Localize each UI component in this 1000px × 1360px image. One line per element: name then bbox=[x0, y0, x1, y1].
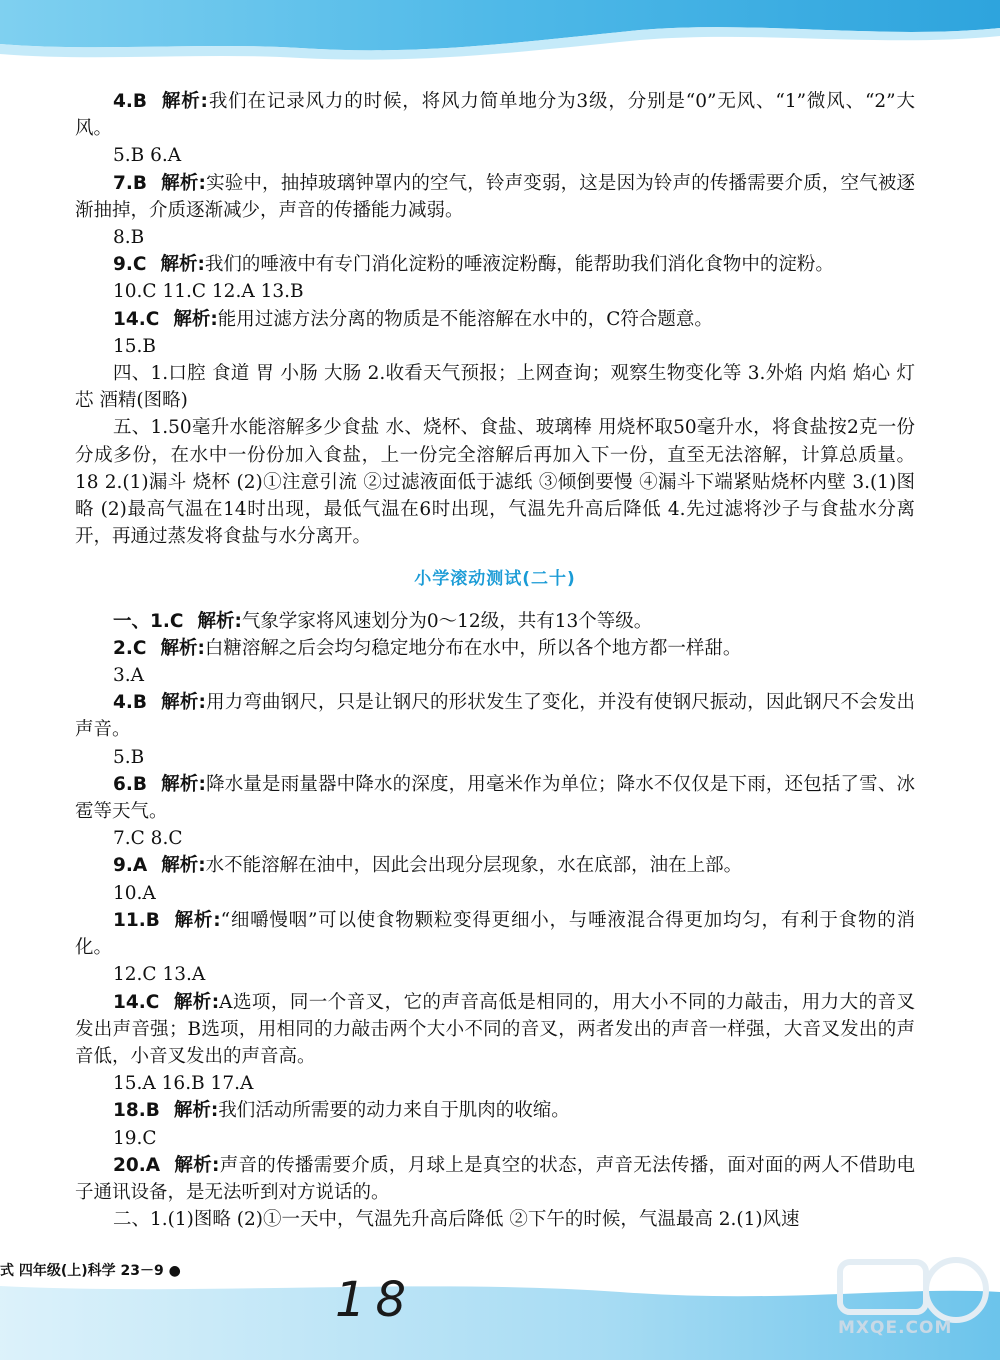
handwritten-page-number: 18 bbox=[335, 1272, 417, 1328]
answer-text: 声音的传播需要介质，月球上是真空的状态，声音无法传播，面对面的两人不借助电子通讯设备，是无法听到对方说话的。 bbox=[75, 1154, 915, 1203]
answer-line bbox=[75, 224, 915, 251]
question-number: 2.C bbox=[113, 637, 147, 659]
analysis-label: 解析: bbox=[173, 1100, 219, 1122]
answer-line bbox=[75, 744, 915, 771]
analysis-label: 解析: bbox=[173, 991, 220, 1013]
question-number: 11.B bbox=[113, 909, 160, 931]
question-number: 14.C bbox=[113, 308, 160, 330]
analysis-label: 解析: bbox=[160, 254, 205, 276]
answer-line bbox=[75, 1125, 915, 1152]
answer-line bbox=[75, 306, 915, 333]
question-number: 4.B bbox=[113, 91, 148, 112]
answer-line bbox=[75, 852, 915, 879]
answer-line bbox=[75, 333, 915, 360]
answer-text: 我们的唾液中有专门消化淀粉的唾液淀粉酶，能帮助我们消化食物中的淀粉。 bbox=[204, 254, 834, 276]
answer-line bbox=[75, 989, 915, 1071]
answer-line bbox=[75, 635, 915, 662]
answer-line bbox=[75, 251, 915, 278]
footer-label: 式 四年级(上)科学 23－9 ● bbox=[0, 1263, 181, 1279]
answer-text: 实验中，抽掉玻璃钟罩内的空气，铃声变弱，这是因为铃声的传播需要介质，空气被逐渐抽掉，介质逐渐减少，声音的传播能力减弱。 bbox=[75, 172, 915, 221]
question-number: 6.B bbox=[113, 773, 148, 795]
answer-text: 10.C 11.C 12.A 13.B bbox=[113, 281, 304, 303]
question-number: 14.C bbox=[113, 991, 160, 1013]
answer-line bbox=[75, 360, 915, 414]
answer-text: 19.C bbox=[113, 1127, 157, 1149]
answer-line bbox=[75, 278, 915, 305]
answer-line bbox=[75, 689, 915, 743]
analysis-label: 解析: bbox=[161, 172, 206, 194]
analysis-label: 解析: bbox=[197, 610, 242, 632]
answer-text: 二、1.(1)图略 (2)①一天中，气温先升高后降低 ②下午的时候，气温最高 2.(1)风速 bbox=[113, 1209, 800, 1231]
analysis-label: 解析: bbox=[173, 909, 221, 931]
answer-text: 3.A bbox=[113, 665, 145, 687]
answer-text: 降水量是雨量器中降水的深度，用毫米作为单位；降水不仅仅是下雨，还包括了雪、冰雹等天气。 bbox=[75, 773, 915, 823]
answer-text: 15.A 16.B 17.A bbox=[113, 1073, 254, 1095]
answer-text: 我们在记录风力的时候，将风力简单地分为3级，分别是“0”无风、“1”微风、“2”大风。 bbox=[75, 91, 915, 140]
answer-text: 7.C 8.C bbox=[113, 828, 183, 850]
answer-text: 10.A bbox=[113, 882, 156, 904]
analysis-label: 解析: bbox=[161, 855, 206, 877]
answer-text: 我们活动所需要的动力来自于肌肉的收缩。 bbox=[218, 1100, 570, 1122]
answer-line bbox=[75, 1097, 915, 1124]
answer-text: 12.C 13.A bbox=[113, 964, 206, 986]
answers-section-1 bbox=[75, 88, 915, 550]
question-number: 7.B bbox=[113, 172, 148, 194]
answer-line bbox=[75, 771, 915, 825]
analysis-label: 解析: bbox=[160, 637, 205, 659]
header-wave-decoration bbox=[0, 0, 1000, 78]
answer-text: 五、1.50毫升水能溶解多少食盐 水、烧杯、食盐、玻璃棒 用烧杯取50毫升水，将食盐按2克一份分成多份，在水中一份份加入食盐，上一份完全溶解后再加入下一份，直至无法溶解，计算总质量。 18 2.(1)漏斗 烧杯 (2)①注意引流 ②过滤液面低于滤纸 ③倾倒要慢 ④漏斗下端紧贴烧杯内壁 3.(1)图略 (2)最高气温在14时出现，最低气温在6时出现，气温先升高后降低 4.先过滤将沙子与食盐水分离开，再通过蒸发将食盐与水分离开。 bbox=[75, 417, 915, 548]
answer-text: 白糖溶解之后会均匀稳定地分布在水中，所以各个地方都一样甜。 bbox=[204, 637, 742, 659]
answer-line bbox=[75, 142, 915, 169]
answer-text: “细嚼慢咽”可以使食物颗粒变得更细小，与唾液混合得更加均匀，有利于食物的消化。 bbox=[75, 909, 915, 959]
answer-content bbox=[75, 88, 915, 1233]
analysis-label: 解析: bbox=[161, 692, 206, 714]
answer-text: 气象学家将风速划分为0～12级，共有13个等级。 bbox=[241, 610, 653, 632]
analysis-label: 解析: bbox=[173, 308, 218, 330]
answer-line bbox=[75, 1152, 915, 1206]
answer-text: 5.B bbox=[113, 746, 145, 768]
section-title: 小学滚动测试(二十) bbox=[414, 569, 576, 590]
answer-line bbox=[75, 88, 915, 142]
answer-line bbox=[75, 662, 915, 689]
analysis-label: 解析: bbox=[161, 773, 206, 795]
question-number: 一、1.C bbox=[113, 610, 184, 632]
answer-line bbox=[75, 1206, 915, 1233]
question-number: 9.A bbox=[113, 855, 148, 877]
question-number: 20.A bbox=[113, 1154, 161, 1176]
watermark-text: MXQE.COM bbox=[838, 1318, 953, 1338]
question-number: 9.C bbox=[113, 254, 147, 276]
question-number: 4.B bbox=[113, 692, 148, 714]
answer-line bbox=[75, 608, 915, 635]
answer-line bbox=[75, 880, 915, 907]
answer-line bbox=[75, 1070, 915, 1097]
answer-line bbox=[75, 414, 915, 550]
answer-line bbox=[75, 907, 915, 961]
answer-text: 四、1.口腔 食道 胃 小肠 大肠 2.收看天气预报；上网查询；观察生物变化等 3.外焰 内焰 焰心 灯芯 酒精(图略) bbox=[75, 363, 915, 412]
answer-text: 用力弯曲钢尺，只是让钢尺的形状发生了变化，并没有使钢尺振动，因此钢尺不会发出声音。 bbox=[75, 692, 915, 741]
question-number: 18.B bbox=[113, 1100, 160, 1122]
answer-text: 8.B bbox=[113, 227, 145, 249]
analysis-label: 解析: bbox=[174, 1154, 220, 1176]
answer-text: 水不能溶解在油中，因此会出现分层现象，水在底部，油在上部。 bbox=[205, 855, 743, 877]
answer-line bbox=[75, 825, 915, 852]
answer-text: A选项，同一个音叉，它的声音高低是相同的，用大小不同的力敲击，用力大的音叉发出声音强；B选项，用相同的力敲击两个大小不同的音叉，两者发出的声音一样强，大音叉发出的声音低，小音叉发出的声音高。 bbox=[75, 991, 915, 1067]
answer-text: 15.B bbox=[113, 335, 157, 357]
answer-line bbox=[75, 170, 915, 224]
analysis-label: 解析: bbox=[161, 91, 208, 112]
answer-text: 5.B 6.A bbox=[113, 145, 182, 167]
answer-text: 能用过滤方法分离的物质是不能溶解在水中的，C符合题意。 bbox=[217, 308, 713, 330]
answer-line bbox=[75, 961, 915, 988]
answers-section-2 bbox=[75, 608, 915, 1234]
